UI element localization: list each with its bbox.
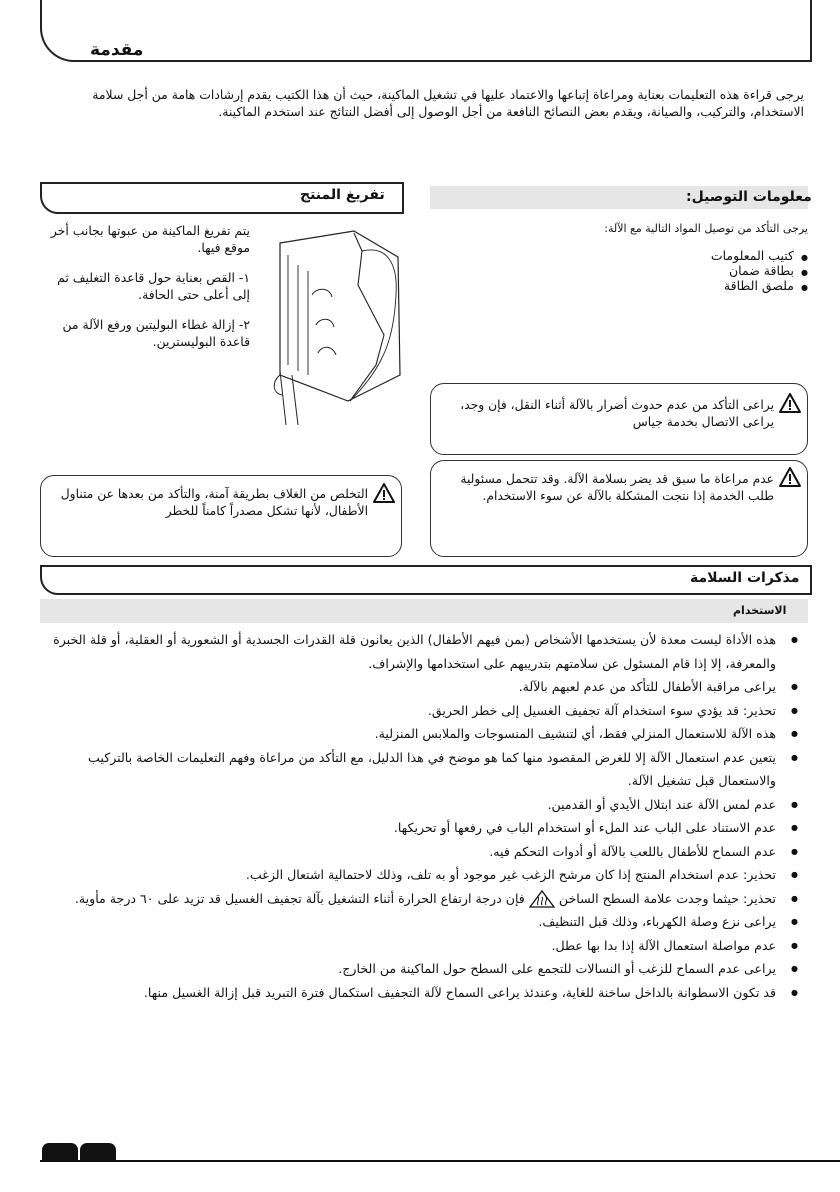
unpacking-text xyxy=(40,222,250,363)
list-item: ● قد تكون الاسطوانة بالداخل ساخنة للغاية، وعندئذ يراعى السماح لآلة التجفيف استكمال فترة التبريد قبل إزالة الغسيل منها. xyxy=(44,981,800,1005)
list-item: ● تحذير: عدم استخدام المنتج إذا كان مرشح الزغب غير موجود أو به تلف، وذلك لاحتمالية اشتعال الزغب. xyxy=(44,863,800,887)
warning-triangle-icon xyxy=(778,466,802,488)
unpacking-illustration xyxy=(258,225,408,425)
list-item: ● يراعى نزع وصلة الكهرباء، وذلك قبل التنظيف. xyxy=(44,910,800,934)
warning-triangle-icon xyxy=(778,392,802,414)
unpacking-step-1: ١- القص بعناية حول قاعدة التغليف ثم إلى أعلى حتى الحافة. xyxy=(57,270,250,302)
page-title: مقدمة xyxy=(90,40,144,60)
list-item: ● عدم السماح للأطفال باللعب بالآلة أو أدوات التحكم فيه. xyxy=(44,840,800,864)
footer-rule xyxy=(40,1160,840,1162)
list-item-hot-surface xyxy=(44,887,800,911)
list-item: ● هذه الأداة ليست معدة لأن يستخدمها الأشخاص (بمن فيهم الأطفال) الذين يعانون قلة القدرات الجسدية أو الشعورية أو العقلية، أو قلة الخبرة والمعرفة، إلا إذا قام المسئول عن سلامتهم بتدريبهم على استخدامها والإشراف. xyxy=(44,628,800,675)
unpacking-paragraph: يتم تفريغ الماكينة من عبوتها بجانب أخر موقع فيها. xyxy=(50,223,250,255)
list-item: ● كتيب المعلومات xyxy=(600,248,808,263)
hot-surface-icon xyxy=(529,890,555,908)
connection-list xyxy=(600,248,808,293)
list-item: ● يراعى عدم السماح للزغب أو النسالات للتجمع على السطح حول الماكينة من الخارج. xyxy=(44,957,800,981)
list-item: ● ملصق الطاقة xyxy=(600,278,808,293)
safety-list xyxy=(44,628,800,1004)
list-item: ● يتعين عدم استعمال الآلة إلا للغرض المقصود منها كما هو موضح في هذا الدليل، مع التأكد من مراعاة وفهم التعليمات الخاصة بالتركيب والاستعمال قبل تشغيل الآلة. xyxy=(44,746,800,793)
warning-triangle-icon xyxy=(372,482,396,504)
list-item: ● عدم لمس الآلة عند ابتلال الأيدي أو القدمين. xyxy=(44,793,800,817)
intro-paragraph: يرجى قراءة هذه التعليمات بعناية ومراعاة إتباعها والاعتماد عليها في تشغيل الماكينة، حيث أن هذا الكتيب يقدم إرشادات هامة من أجل سلامة الاستخدام، والتركيب، والصيانة، ويقدم بعض النصائح النافعة من أجل الوصول إلى أفضل النتائج عند استخدم الماكينة. xyxy=(92,87,804,119)
safety-title: مذكرات السلامة xyxy=(690,570,800,586)
header-frame xyxy=(40,0,812,62)
unpacking-title: تفريغ المنتج xyxy=(300,187,385,203)
packaging-warning-text: التخلص من الغلاف بطريقة آمنة، والتأكد من بعدها عن متناول الأطفال، لأنها تشكل مصدراً كامناً للخطر xyxy=(60,487,368,518)
transport-warning-text: يراعى التأكد من عدم حدوث أضرار بالآلة أثناء النقل، فإن وجد، يراعى الاتصال بخدمة جياس xyxy=(460,398,774,429)
unpacking-step-2: ٢- إزالة غطاء البوليتين ورفع الآلة من قاعدة البوليسترين. xyxy=(62,317,250,349)
list-item: ● يراعى مراقبة الأطفال للتأكد من عدم لعبهم بالآلة. xyxy=(44,675,800,699)
usage-bar xyxy=(40,599,808,623)
hot-warning-start: تحذير: حيثما وجدت علامة السطح الساخن xyxy=(558,890,776,906)
connection-title: معلومات التوصيل: xyxy=(686,189,812,205)
liability-warning-text: عدم مراعاة ما سبق قد يضر بسلامة الآلة. وقد تتحمل مسئولية طلب الخدمة إذا نتجت المشكلة بالآلة عن سوء الاستخدام. xyxy=(460,472,774,503)
list-item: ● تحذير: قد يؤدي سوء استخدام آلة تجفيف الغسيل إلى خطر الحريق. xyxy=(44,699,800,723)
list-item: ● هذه الآلة للاستعمال المنزلي فقط، أي لتنشيف المنسوجات والملابس المنزلية. xyxy=(44,722,800,746)
hot-warning-end: فإن درجة ارتفاع الحرارة أثناء التشغيل بآلة تجفيف الغسيل قد تزيد على ٦٠ درجة مأوية. xyxy=(74,890,525,906)
list-item: ● بطاقة ضمان xyxy=(600,263,808,278)
list-item: ● عدم مواصلة استعمال الآلة إذا بدا بها عطل. xyxy=(44,934,800,958)
list-item: ● عدم الاستناد على الباب عند الملء أو استخدام الباب في رفعها أو تحريكها. xyxy=(44,816,800,840)
connection-intro: يرجى التأكد من توصيل المواد التالية مع الآلة: xyxy=(604,222,808,235)
usage-subtitle: الاستخدام xyxy=(733,604,787,617)
